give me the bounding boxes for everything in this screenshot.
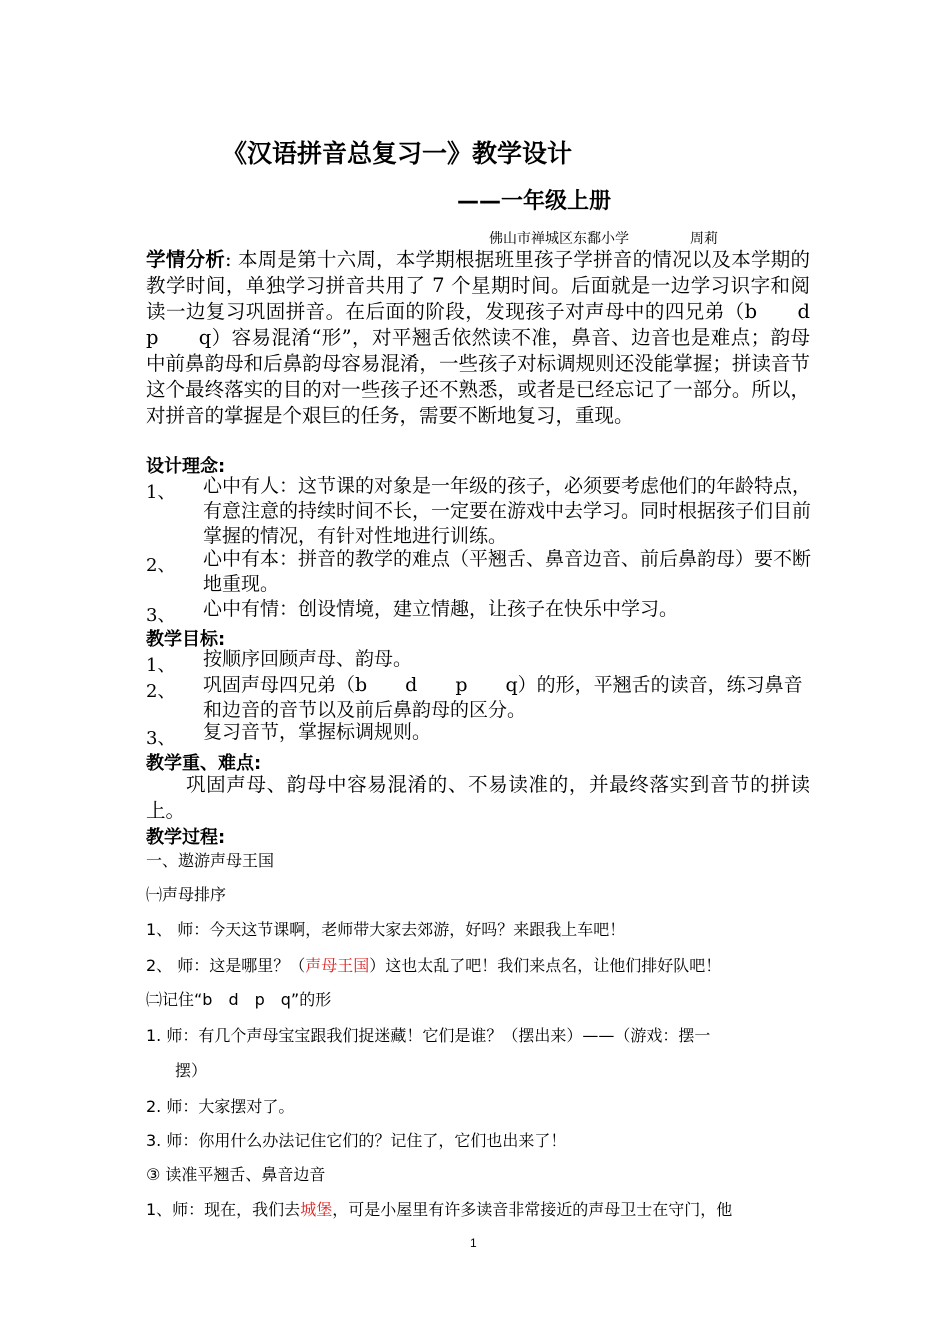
process-step: 2. 师：大家摆对了。 bbox=[146, 1097, 295, 1116]
document-title: 《汉语拼音总复习一》教学设计 bbox=[222, 139, 573, 168]
goal-item-number: 1、 bbox=[146, 655, 176, 676]
process-subsection-title: ㈠声母排序 bbox=[146, 885, 227, 904]
goal-item: 复习音节，掌握标调规则。 bbox=[203, 721, 432, 743]
school-name: 佛山市禅城区东鄱小学 bbox=[489, 231, 629, 247]
process-step: 1. 师：有几个声母宝宝跟我们捉迷藏！它们是谁？（摆出来）——（游戏：摆一 bbox=[146, 1026, 711, 1045]
process-subsection-title: ㈡记住“b d p q”的形 bbox=[146, 990, 332, 1009]
concept-item: 心中有人：这节课的对象是一年级的孩子，必须要考虑他们的年龄特点，有意注意的持续时间不长，一定要在游戏中去学习。同时根据孩子们目前掌握的情况，有针对性地进行训练。 bbox=[203, 475, 812, 547]
goal-item: 按顺序回顾声母、韵母。 bbox=[203, 648, 413, 670]
concept-item: 心中有情：创设情境，建立情趣，让孩子在快乐中学习。 bbox=[203, 598, 679, 620]
author-name: 周莉 bbox=[690, 231, 718, 247]
goal-item-number: 2、 bbox=[146, 681, 176, 702]
document-subtitle: ——一年级上册 bbox=[457, 189, 612, 214]
process-step: 3. 师：你用什么办法记住它们的？记住了，它们也出来了！ bbox=[146, 1131, 567, 1150]
analysis-paragraph bbox=[146, 247, 850, 429]
process-subsection-title: ③ 读准平翘舌、鼻音边音 bbox=[146, 1165, 326, 1184]
highlighted-term: 声母王国 bbox=[305, 956, 370, 975]
analysis-text: : 本周是第十六周，本学期根据班里孩子学拼音的情况以及本学期的教学时间，单独学习拼音共用了 7 个星期时间。后面就是一边学习识字和阅读一边复习巩固拼音。在后面的阶段，发现孩子对声母中的四兄弟（b d p q）容易混淆“形”，对平翘舌依然读不准，鼻音、边音也是难点；韵母中前鼻韵母和后鼻韵母容易混淆，一些孩子对标调规则还没能掌握；拼读音节这个最终落实的目的对一些孩子还不熟悉，或者是已经忘记了一部分。所以，对拼音的掌握是个艰巨的任务，需要不断地复习，重现。 bbox=[146, 248, 850, 427]
process-step: 1、 师：今天这节课啊，老师带大家去郊游，好吗？来跟我上车吧！ bbox=[146, 920, 626, 939]
keypoints-heading: 教学重、难点: bbox=[146, 753, 262, 774]
process-step: 1、师：现在，我们去城堡，可是小屋里有许多读音非常接近的声母卫士在守门，他 bbox=[146, 1200, 733, 1219]
goals-heading: 教学目标: bbox=[146, 629, 226, 650]
concept-item: 心中有本：拼音的教学的难点（平翘舌、鼻音边音、前后鼻韵母）要不断地重现。 bbox=[203, 548, 812, 595]
process-heading: 教学过程: bbox=[146, 827, 226, 848]
process-step: 2、 师：这是哪里？（声母王国）这也太乱了吧！我们来点名，让他们排好队吧！ bbox=[146, 956, 722, 975]
analysis-label: 学情分析 bbox=[146, 248, 225, 271]
goal-item-number: 3、 bbox=[146, 728, 176, 749]
concept-item-number: 2、 bbox=[146, 555, 176, 576]
process-section-title: 一、遨游声母王国 bbox=[146, 851, 275, 870]
concept-heading: 设计理念: bbox=[146, 456, 226, 477]
keypoints-text: 巩固声母、韵母中容易混淆的、不易读准的，并最终落实到音节的拼读上。 bbox=[146, 773, 810, 822]
highlighted-term: 城堡 bbox=[300, 1200, 333, 1219]
process-step-continuation: 摆） bbox=[175, 1061, 208, 1080]
page-number: 1 bbox=[470, 1236, 477, 1250]
goal-item: 巩固声母四兄弟（b d p q）的形，平翘舌的读音，练习鼻音和边音的音节以及前后鼻韵母的区分。 bbox=[203, 674, 803, 721]
concept-item-number: 1、 bbox=[146, 482, 176, 503]
concept-item-number: 3、 bbox=[146, 605, 176, 626]
